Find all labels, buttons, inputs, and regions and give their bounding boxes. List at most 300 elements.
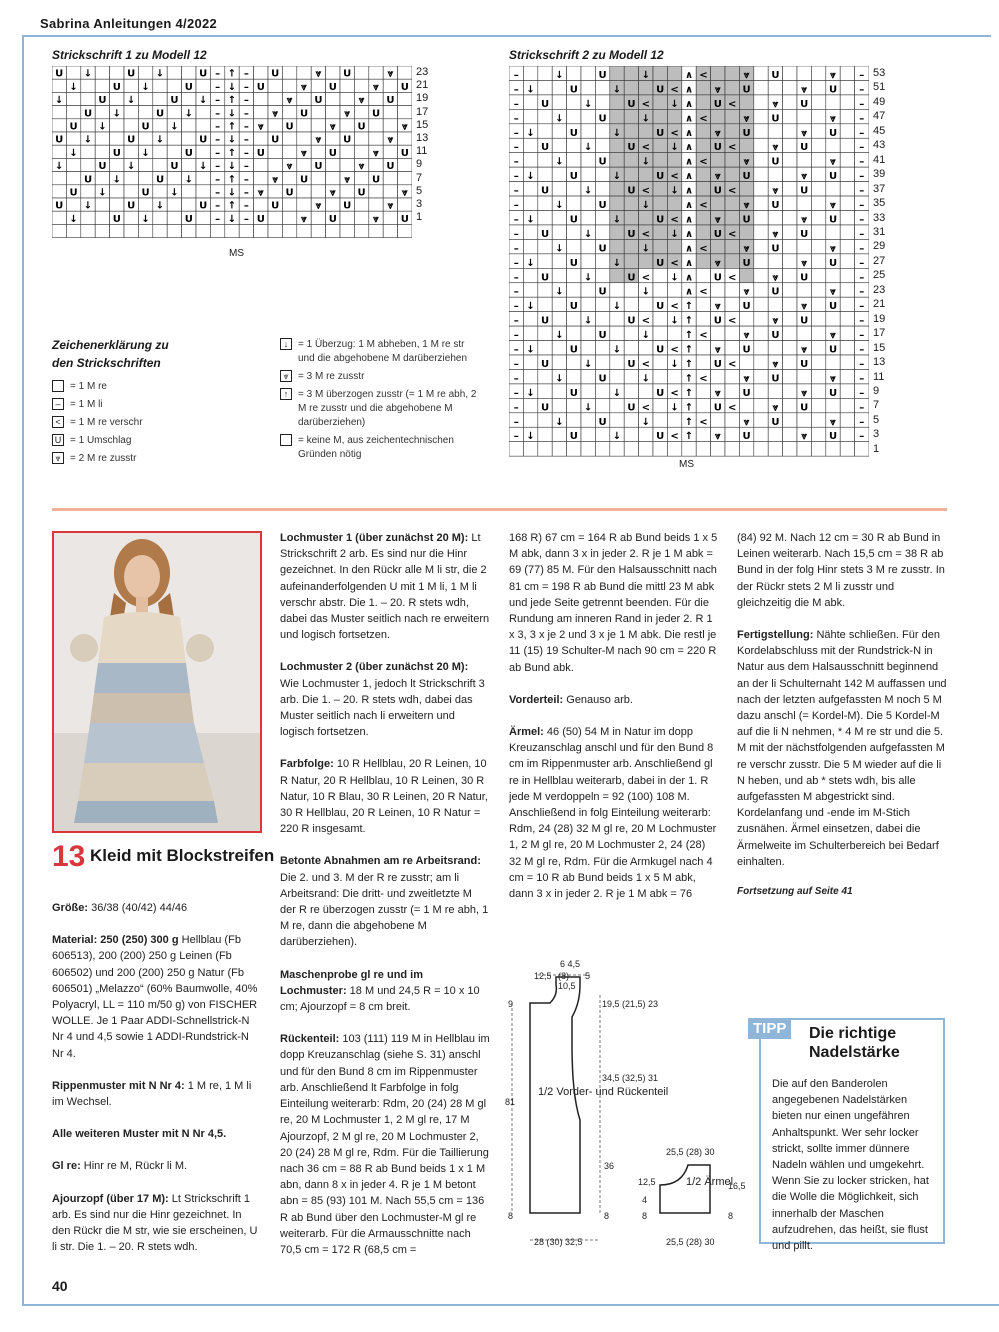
grid-cell [783,341,797,355]
grid-cell [581,297,595,311]
grid-cell [398,92,412,105]
grid-cell [66,224,80,237]
grid-cell [840,225,854,239]
grid-symbol: ⩔ [301,213,307,225]
grid-cell [167,79,181,92]
grid-cell [768,80,782,94]
grid-cell [110,185,124,198]
grid-cell [711,196,725,210]
grid-cell [840,66,854,80]
grid-cell [581,167,595,181]
grid-cell [610,239,624,253]
grid-cell [52,185,66,198]
grid-symbol: – [513,330,519,342]
paragraph [280,967,490,1016]
legend-text: = 2 M re zusstr [70,453,137,464]
grid-cell [811,297,825,311]
grid-symbol: U [184,147,193,159]
grid-symbol: U [656,431,665,443]
grid-cell [624,297,638,311]
grid-cell [538,153,552,167]
row-number: 3 [416,198,423,211]
grid-symbol: < [728,402,737,414]
grid-cell [783,442,797,456]
grid-symbol: – [513,171,519,183]
grid-symbol: ∧ [684,214,694,226]
grid-cell [124,145,138,158]
grid-cell [581,413,595,427]
grid-cell [826,355,840,369]
grid-cell [811,312,825,326]
grid-cell [523,66,537,80]
grid-symbol: ↓ [526,214,535,226]
grid-symbol: < [641,358,650,370]
grid-symbol: U [598,69,607,81]
grid-symbol: U [83,174,93,186]
grid-symbol: – [215,147,221,159]
grid-cell [398,106,412,119]
grid-symbol: U [656,344,665,356]
grid-cell [610,138,624,152]
grid-cell [369,185,383,198]
grid-symbol: < [728,272,737,284]
grid-cell [653,182,667,196]
grid-cell [639,167,653,181]
grid-cell [754,196,768,210]
grid-symbol: U [771,243,780,255]
grid-cell [340,211,354,224]
grid-symbol: U [598,113,607,125]
paragraph [737,530,947,611]
grid-cell [282,198,296,211]
grid-symbol: – [859,98,865,110]
paragraph-label: Fertigstellung: [737,629,814,642]
grid-symbol: ⩔ [286,95,293,107]
grid-symbol: U [771,373,780,385]
grid-cell [711,153,725,167]
row-number: 45 [873,124,886,137]
grid-cell [95,172,109,185]
grid-cell [754,398,768,412]
grid-cell [196,211,210,224]
grid-symbol: U [771,113,780,125]
grid-cell [840,254,854,268]
grid-cell [610,66,624,80]
tipp-tag: TIPP [748,1018,791,1039]
grid-symbol: ↓ [584,228,593,240]
grid-cell [840,369,854,383]
grid-cell [754,239,768,253]
grid-cell [639,297,653,311]
grid-symbol: – [513,200,519,211]
grid-symbol: U [386,161,395,173]
grid-cell [725,153,739,167]
grid-cell [667,66,681,80]
grid-symbol: U [569,127,578,139]
text-column-2 [280,530,490,1274]
grid-symbol: ↑ [684,344,694,356]
grid-cell [110,224,124,237]
grid-cell [552,254,566,268]
grid-cell [783,384,797,398]
grid-cell [567,355,581,369]
grid-symbol: – [859,127,865,139]
grid-cell [124,224,138,237]
grid-cell [624,384,638,398]
grid-symbol: ↓ [526,257,535,269]
grid-symbol: ⩔ [257,187,264,199]
grid-cell [783,225,797,239]
grid-cell [95,106,109,119]
grid-cell [768,384,782,398]
paragraph-text: 10 R Hellblau, 20 R Leinen, 10 R Natur, 20 R Hellblau, 10 R Leinen, 30 R Natur, 10 R Blau, 30 R Leinen, 20 R Natur, 30 R Hellblau, 20 R Leinen, 10 R Natur = 220 R insgesamt. [280,758,488,836]
grid-symbol: ⩔ [329,121,336,133]
grid-symbol: – [859,243,865,255]
grid-cell [840,442,854,456]
grid-symbol: U [800,142,809,154]
grid-cell [610,182,624,196]
grid-cell [581,239,595,253]
grid-cell [826,312,840,326]
grid-symbol: ⩔ [772,315,779,327]
grid-cell [610,355,624,369]
grid-cell [840,355,854,369]
legend-symbol: U [52,434,64,446]
grid-symbol: < [699,330,708,342]
grid-symbol: U [828,387,838,399]
grid-cell [624,167,638,181]
grid-symbol: – [859,387,865,399]
measure-top-5: 10,5 [558,981,576,991]
grid-symbol: ↓ [555,286,564,298]
grid-cell [369,119,383,132]
grid-symbol: – [859,286,865,298]
grid-cell [696,182,710,196]
grid-symbol: ↓ [98,187,107,199]
grid-cell [552,167,566,181]
grid-cell [138,172,152,185]
grid-cell [696,95,710,109]
grid-cell [653,413,667,427]
grid-cell [811,196,825,210]
grid-cell [725,167,739,181]
chart1-grid [52,66,412,254]
grid-cell [124,79,138,92]
grid-cell [624,239,638,253]
grid-cell [124,106,138,119]
grid-symbol: – [513,113,519,125]
grid-cell [711,109,725,123]
grid-cell [840,211,854,225]
grid-symbol: U [371,108,381,120]
grid-cell [340,185,354,198]
grid-cell [581,283,595,297]
grid-cell [754,138,768,152]
grid-cell [254,158,268,171]
grid-cell [826,442,840,456]
legend-symbol: ↓ [280,338,292,350]
paragraph-text: Nähte schließen. Für den Kordelabschluss mit der Rundstrick-N in Natur aus dem Halsausschnitt beginnend an der li Schulternaht 142 M auffassen und nach der letzten aufgefassten M noch 5 M dazu anschl (= Kordel-M). Die 5 Kordel-M auf die li N nehmen, * 4 M re str und die 5. M mit der nächstfolgenden aufgefassten M re verschr zusstr. Die 5 M wieder auf die li N heben, und ab * stets wdh, bis alle aufgefassten M abgestrickt sind. Kordelanfang und -ende im M-Stich zusnähen. Ärmel einsetzen, dabei die Ärmelweite im Schulterbereich bei Bedarf einhalten. [737,629,947,868]
grid-symbol: < [641,272,650,284]
grid-symbol: ↓ [612,387,622,399]
grid-cell [398,66,412,79]
grid-symbol: U [271,134,280,146]
grid-cell [509,442,523,456]
grid-symbol: – [215,134,221,146]
grid-symbol: U [627,228,636,240]
grid-symbol: ↑ [227,68,237,80]
grid-cell [538,211,552,225]
grid-cell [254,132,268,145]
legend-symbol: < [52,416,64,428]
grid-cell [754,326,768,340]
grid-cell [196,145,210,158]
grid-cell [523,283,537,297]
grid-cell [581,211,595,225]
grid-cell [153,92,167,105]
grid-cell [610,283,624,297]
grid-symbol: ∧ [684,243,694,255]
row-number: 1 [416,211,423,224]
legend-symbol [52,380,64,392]
grid-cell [682,442,696,456]
grid-symbol: ∧ [684,257,694,269]
legend-text: = 1 Überzug: 1 M abheben, 1 M re str und die abgehobene M darüberziehen [298,339,468,364]
grid-cell [268,211,282,224]
grid-cell [595,341,609,355]
grid-cell [268,92,282,105]
grid-cell [783,254,797,268]
grid-cell [326,224,340,237]
grid-symbol: ↓ [155,68,165,80]
grid-symbol: ↑ [684,431,694,443]
grid-cell [696,268,710,282]
grid-symbol: ⩔ [714,214,721,226]
grid-cell [811,268,825,282]
grid-cell [567,283,581,297]
paragraph-label: Rückenteil: [280,1033,340,1046]
grid-cell [826,138,840,152]
grid-cell [81,119,95,132]
grid-symbol: ↓ [555,330,564,342]
grid-cell [624,341,638,355]
grid-cell [667,413,681,427]
paragraph-text: Lt Strickschrift 1 arb. Es sind nur die Hinr gezeichnet. In den Rückr die M str, wie sie erscheinen, U li str. Die 1. – 20. R stets wdh. [52,1192,258,1254]
grid-cell [95,145,109,158]
row-number: 19 [416,92,429,105]
grid-cell [354,224,368,237]
grid-cell [783,326,797,340]
grid-cell [811,80,825,94]
grid-cell [182,66,196,79]
grid-symbol: U [627,185,636,197]
grid-cell [754,254,768,268]
pattern-schematic [500,955,750,1255]
paragraph-text: 36/38 (40/42) 44/46 [88,902,188,914]
grid-symbol: – [215,68,221,80]
sleeve-measure-right-1: 16,5 [728,1181,746,1191]
grid-cell [811,153,825,167]
grid-cell [811,66,825,80]
tipp-heading: Die richtige Nadelstärke [809,1025,900,1061]
grid-cell [567,442,581,456]
grid-symbol: ⩔ [301,147,307,159]
grid-cell [297,132,311,145]
grid-cell [783,109,797,123]
grid-symbol: U [69,121,78,133]
grid-cell [667,326,681,340]
grid-cell [725,254,739,268]
grid-symbol: ⩔ [373,147,379,159]
row-number: 21 [873,298,886,311]
grid-cell [81,92,95,105]
grid-cell [95,198,109,211]
grid-cell [153,145,167,158]
grid-symbol: U [828,431,838,443]
grid-symbol: U [627,98,636,110]
grid-symbol: ↓ [141,147,150,159]
grid-cell [624,283,638,297]
row-number: 39 [873,168,886,181]
grid-cell [783,138,797,152]
grid-symbol: ↓ [199,161,208,173]
grid-cell [326,66,340,79]
grid-symbol: – [513,358,519,370]
grid-cell [282,79,296,92]
grid-cell [595,138,609,152]
grid-cell [595,355,609,369]
grid-cell [225,224,239,237]
grid-symbol: U [569,84,578,96]
text-column-4 [737,530,947,886]
grid-symbol: ↑ [684,402,694,414]
grid-symbol: ⩔ [714,127,721,139]
grid-cell [595,254,609,268]
grid-symbol: ∧ [684,185,694,197]
grid-symbol: < [699,286,708,298]
grid-cell [840,138,854,152]
row-number: 53 [873,67,886,79]
grid-cell [523,326,537,340]
legend-symbol: ↑ [280,388,292,400]
grid-symbol: ⩔ [830,286,836,298]
grid-cell [811,427,825,441]
grid-cell [282,66,296,79]
paragraph-text: Die 2. und 3. M der R re zusstr; am li Arbeitsrand: Die dritt- und zweitletzte M der R re überzogen zusstr (= 1 M re abh, 1 M re, dann die abgehobene M darüberziehen). [280,871,489,949]
legend-text: = 1 M re [70,381,107,392]
grid-cell [840,268,854,282]
grid-symbol: U [569,171,578,183]
grid-symbol: – [215,174,221,186]
grid-cell [725,326,739,340]
grid-symbol: ∧ [684,84,694,96]
grid-cell [110,92,124,105]
grid-symbol: U [285,187,294,199]
chart1-ms-label: MS [229,248,244,259]
grid-cell [811,225,825,239]
grid-cell [811,355,825,369]
grid-symbol: U [55,68,64,80]
row-number: 27 [873,254,886,267]
row-number: 7 [416,171,423,184]
grid-symbol: U [656,214,665,226]
grid-symbol: ↓ [227,187,237,199]
grid-cell [523,239,537,253]
grid-cell [354,172,368,185]
grid-cell [552,341,566,355]
grid-cell [725,413,739,427]
grid-symbol: U [742,84,751,96]
grid-symbol: ⩔ [401,121,408,133]
grid-cell [110,198,124,211]
grid-cell [711,239,725,253]
grid-cell [653,312,667,326]
grid-cell [653,283,667,297]
grid-symbol: U [800,272,809,284]
grid-symbol: < [641,315,650,327]
grid-cell [610,268,624,282]
grid-symbol: ↓ [641,330,650,342]
grid-cell [538,167,552,181]
grid-cell [81,158,95,171]
grid-symbol: U [656,387,665,399]
legend-text: = 3 M überzogen zusstr (= 1 M re abh, 2 M re zusstr und die abgehobene M darüberziehen) [298,389,477,428]
grid-cell [667,196,681,210]
grid-cell [739,355,753,369]
grid-cell [783,398,797,412]
grid-cell [538,239,552,253]
grid-symbol: ↑ [684,387,694,399]
sleeve-measure-bottom: 25,5 (28) 30 [666,1237,715,1247]
grid-cell [811,167,825,181]
measure-top-4: 5 [585,971,591,981]
grid-symbol: ⩔ [714,344,721,356]
grid-cell [297,198,311,211]
grid-symbol: ⩔ [801,84,808,96]
paragraph [509,724,719,902]
text-column-3 [509,530,719,918]
grid-symbol: U [742,387,751,399]
grid-symbol: – [859,84,865,96]
grid-cell [639,341,653,355]
paragraph [280,756,490,837]
grid-cell [624,153,638,167]
grid-cell [182,158,196,171]
grid-symbol: U [299,174,309,186]
grid-symbol: ⩔ [286,161,293,173]
page-frame-bottom [22,1304,999,1306]
paragraph-label: Ärmel: [509,726,544,739]
grid-symbol: ∧ [684,98,694,110]
grid-cell [797,326,811,340]
grid-cell [523,312,537,326]
grid-cell [52,172,66,185]
row-number: 33 [873,211,886,224]
grid-symbol: ↓ [641,200,650,211]
grid-symbol: ↑ [684,301,694,313]
sleeve-measure-left-3: 8 [642,1211,648,1221]
grid-cell [268,158,282,171]
grid-cell [282,224,296,237]
grid-cell [624,369,638,383]
grid-cell [610,413,624,427]
grid-cell [398,224,412,237]
magazine-header: Sabrina Anleitungen 4/2022 [40,16,218,31]
grid-symbol: ∧ [684,228,694,240]
grid-symbol: ↓ [641,113,650,125]
grid-cell [567,109,581,123]
grid-cell [595,384,609,398]
